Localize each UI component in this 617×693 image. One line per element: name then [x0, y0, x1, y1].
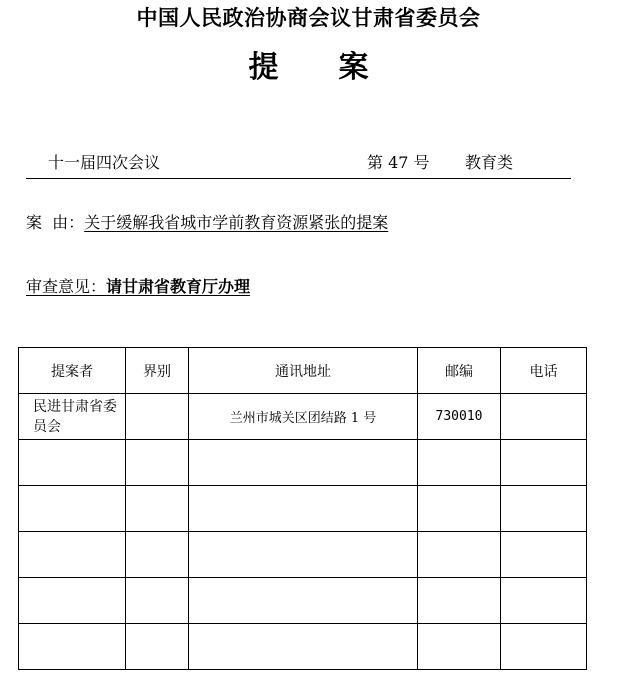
review-line: [26, 274, 250, 297]
address-cell: [189, 440, 418, 486]
phone-cell: [501, 440, 587, 486]
address-cell: [189, 624, 418, 670]
address-cell: 兰州市城关区团结路 1 号: [189, 394, 418, 440]
postcode-cell: [418, 532, 501, 578]
address-cell: [189, 532, 418, 578]
proposers-table: [18, 347, 587, 670]
phone-cell: [501, 624, 587, 670]
review-value: 请甘肃省教育厅办理: [106, 277, 251, 296]
phone-cell: [501, 532, 587, 578]
table-row: [19, 486, 587, 532]
sector-cell: [126, 440, 189, 486]
table-row: [19, 394, 587, 440]
address-cell: [189, 486, 418, 532]
meta-row: [26, 150, 571, 179]
table-row: [19, 440, 587, 486]
phone-cell: [501, 578, 587, 624]
postcode-cell: [418, 486, 501, 532]
org-title: 中国人民政治协商会议甘肃省委员会: [136, 5, 481, 30]
postcode-cell: 730010: [418, 394, 501, 440]
postcode-cell: [418, 624, 501, 670]
sector-cell: [126, 486, 189, 532]
postcode-cell: [418, 440, 501, 486]
proposer-cell: [19, 624, 126, 670]
session-label: 十一届四次会议: [48, 153, 161, 172]
proposal-category: 教育类: [465, 153, 514, 172]
header-proposer: 提案者: [19, 348, 126, 394]
sector-cell: [126, 394, 189, 440]
review-label: 审查意见：: [26, 277, 107, 296]
header-address: 通讯地址: [189, 348, 418, 394]
header-postcode: 邮编: [418, 348, 501, 394]
doc-title-right: 案: [338, 50, 369, 85]
postcode-cell: [418, 578, 501, 624]
subject-text: 关于缓解我省城市学前教育资源紧张的提案: [84, 213, 389, 232]
proposer-cell: [19, 440, 126, 486]
proposer-cell: 民进甘肃省委员会: [19, 394, 126, 440]
proposer-cell: [19, 578, 126, 624]
header-sector: 界别: [126, 348, 189, 394]
table-row: [19, 624, 587, 670]
sector-cell: [126, 624, 189, 670]
table-row: [19, 532, 587, 578]
subject-label: 案 由：: [26, 213, 85, 232]
address-cell: [189, 578, 418, 624]
sector-cell: [126, 578, 189, 624]
phone-cell: [501, 486, 587, 532]
doc-title: [0, 42, 617, 86]
proposer-cell: [19, 486, 126, 532]
phone-cell: [501, 394, 587, 440]
header-phone: 电话: [501, 348, 587, 394]
proposer-cell: [19, 532, 126, 578]
subject-line: [26, 210, 388, 233]
doc-title-left: 提: [248, 50, 279, 85]
table-header-row: [19, 348, 587, 394]
sector-cell: [126, 532, 189, 578]
proposal-number: 第 47 号: [367, 153, 430, 172]
table-row: [19, 578, 587, 624]
